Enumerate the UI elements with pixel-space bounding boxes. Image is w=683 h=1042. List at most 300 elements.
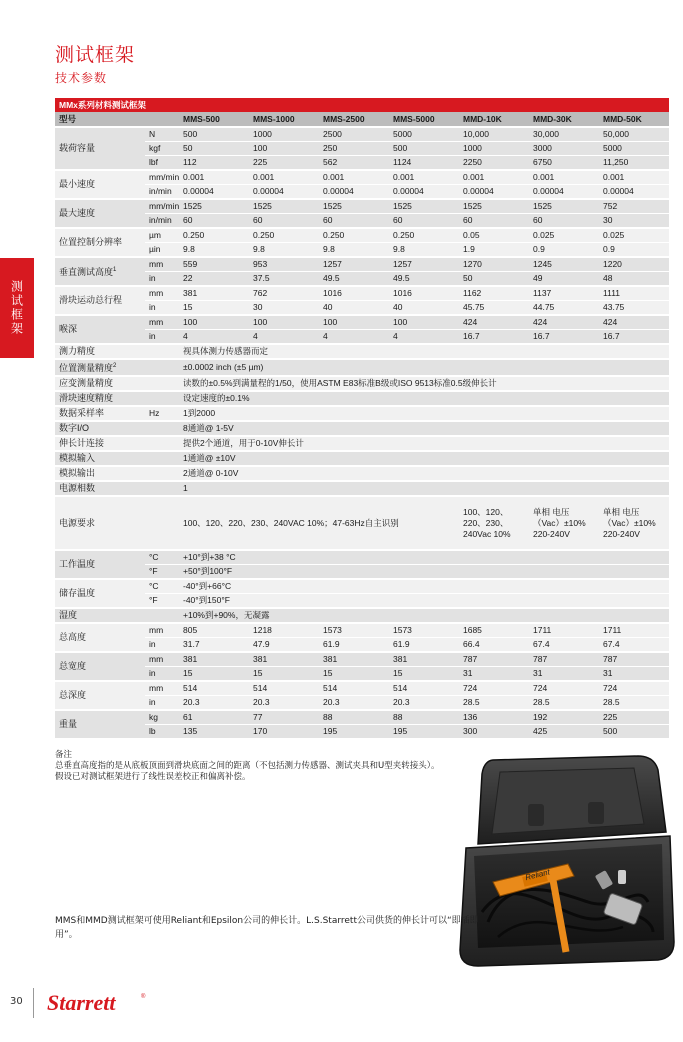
table-row (55, 214, 669, 229)
table-cell: 514 (249, 681, 319, 696)
row-span-value: 提供2个通道，用于0-10V伸长计 (179, 436, 669, 451)
table-cell: 31 (459, 667, 529, 682)
header-model: MMD-50K (599, 112, 669, 127)
table-cell: 0.250 (389, 228, 459, 243)
table-band-header (55, 98, 669, 112)
table-row (55, 436, 669, 451)
table-row-group (55, 579, 669, 608)
table-cell: 4 (249, 330, 319, 345)
row-param-label (55, 359, 145, 376)
caption: MMS和MMD测试框架可使用Reliant和Epsilon公司的伸长计。L.S.Starrett公司供货的伸长计可以“即插即用”。 (55, 916, 479, 940)
table-cell: 45.75 (459, 301, 529, 316)
row-unit: in (145, 301, 179, 316)
table-band-title: MMx系列材料测试框架 (55, 98, 669, 112)
header-model: MMS-2500 (319, 112, 389, 127)
table-cell: 43.75 (599, 301, 669, 316)
row-unit (145, 451, 179, 466)
table-cell: 381 (179, 652, 249, 667)
param-text: 最大速度 (59, 208, 96, 218)
table-cell: 100 (179, 315, 249, 330)
table-cell: 31 (529, 667, 599, 682)
table-row (55, 550, 669, 565)
row-unit: in (145, 696, 179, 711)
table-cell: 47.9 (249, 638, 319, 653)
table-cell: 1525 (459, 199, 529, 214)
table-row (55, 359, 669, 376)
table-cell: 49 (529, 272, 599, 287)
table-cell: 424 (529, 315, 599, 330)
table-cell: 0.001 (179, 170, 249, 185)
row-span-value: -40°到+66°C (179, 579, 669, 594)
param-text: 储存温度 (59, 588, 96, 598)
table-cell: 0.00004 (459, 185, 529, 200)
table-cell: 0.001 (459, 170, 529, 185)
table-cell: 0.025 (529, 228, 599, 243)
table-cell: 60 (179, 214, 249, 229)
table-cell: 0.9 (599, 243, 669, 258)
row-unit (145, 344, 179, 359)
table-cell: 195 (319, 725, 389, 739)
table-cell: 单相 电压（Vac）±10% 220-240V (529, 496, 599, 550)
table-cell: 1218 (249, 623, 319, 638)
param-text: 测力精度 (59, 346, 96, 356)
table-cell: 9.8 (319, 243, 389, 258)
table-row (55, 652, 669, 667)
table-row (55, 272, 669, 287)
row-unit: °C (145, 550, 179, 565)
table-row (55, 243, 669, 258)
table-cell: 2250 (459, 156, 529, 171)
table-cell: 60 (249, 214, 319, 229)
table-row (55, 301, 669, 316)
table-row (55, 421, 669, 436)
table-cell: 0.00004 (249, 185, 319, 200)
table-row-group (55, 481, 669, 496)
row-unit: mm (145, 286, 179, 301)
param-text: 载荷容量 (59, 143, 96, 153)
table-cell: 135 (179, 725, 249, 739)
row-param-label (55, 315, 145, 344)
row-unit: kgf (145, 142, 179, 156)
page-title: 测试框架 (55, 44, 136, 66)
table-row (55, 638, 669, 653)
row-unit: µm (145, 228, 179, 243)
table-row (55, 376, 669, 391)
table-row-group (55, 376, 669, 391)
row-unit: Hz (145, 406, 179, 421)
footnote-marker: 2 (113, 363, 117, 369)
table-row (55, 185, 669, 200)
table-row (55, 391, 669, 406)
table-cell: 100 (319, 315, 389, 330)
table-cell: 28.5 (599, 696, 669, 711)
table-cell: 1124 (389, 156, 459, 171)
table-cell: 424 (459, 315, 529, 330)
table-cell: 1270 (459, 257, 529, 272)
table-cell: 1525 (529, 199, 599, 214)
table-cell: 0.001 (319, 170, 389, 185)
table-row (55, 623, 669, 638)
table-cell: 50 (459, 272, 529, 287)
param-text: 伸长计连接 (59, 438, 105, 448)
row-unit: in (145, 638, 179, 653)
table-cell: 424 (599, 315, 669, 330)
table-row (55, 710, 669, 725)
side-section-tab (0, 258, 34, 358)
row-param-label (55, 623, 145, 652)
table-cell: 381 (179, 286, 249, 301)
table-cell: 0.00004 (529, 185, 599, 200)
table-cell: 1525 (249, 199, 319, 214)
table-cell: 67.4 (599, 638, 669, 653)
row-unit (145, 436, 179, 451)
table-cell: 1525 (179, 199, 249, 214)
table-cell: 15 (179, 667, 249, 682)
param-text: 模拟输入 (59, 453, 96, 463)
table-cell: 15 (179, 301, 249, 316)
row-unit: °F (145, 565, 179, 580)
table-cell: 61.9 (319, 638, 389, 653)
table-cell: 77 (249, 710, 319, 725)
table-cell: 60 (529, 214, 599, 229)
table-cell: 61 (179, 710, 249, 725)
row-unit: mm (145, 623, 179, 638)
table-row-group (55, 466, 669, 481)
table-cell: 66.4 (459, 638, 529, 653)
table-cell: 0.001 (599, 170, 669, 185)
page-subtitle: 技术参数 (55, 71, 108, 85)
table-cell: 88 (319, 710, 389, 725)
table-cell: 15 (389, 667, 459, 682)
table-cell: 0.00004 (389, 185, 459, 200)
table-row (55, 315, 669, 330)
table-cell: 514 (389, 681, 459, 696)
notes-line: 假设已对测试框架进行了线性误差校正和偏离补偿。 (55, 772, 251, 782)
header-model: MMD-10K (459, 112, 529, 127)
table-cell: 136 (459, 710, 529, 725)
row-unit (145, 608, 179, 623)
row-param-label (55, 451, 145, 466)
table-cell: 5000 (599, 142, 669, 156)
row-span-value: +10%到+90%，无凝露 (179, 608, 669, 623)
table-cell: 30,000 (529, 127, 599, 142)
notes-line: 总垂直高度指的是从底板顶面到滑块底面之间的距离（不包括测力传感器、测试夹具和U型夹转接头）。 (55, 761, 440, 771)
table-row (55, 127, 669, 142)
table-cell: 562 (319, 156, 389, 171)
table-row-group (55, 652, 669, 681)
row-param-label (55, 550, 145, 579)
table-cell: 0.250 (249, 228, 319, 243)
table-cell: 28.5 (529, 696, 599, 711)
table-cell: 1137 (529, 286, 599, 301)
table-cell: 50,000 (599, 127, 669, 142)
table-cell: 28.5 (459, 696, 529, 711)
table-cell: 500 (599, 725, 669, 739)
table-cell: 195 (389, 725, 459, 739)
table-row-group (55, 127, 669, 170)
table-cell: 1245 (529, 257, 599, 272)
table-cell: 20.3 (319, 696, 389, 711)
table-cell: 3000 (529, 142, 599, 156)
table-cell: 0.00004 (319, 185, 389, 200)
table-row-group (55, 710, 669, 738)
page-number: 30 (10, 996, 23, 1007)
table-cell: 4 (319, 330, 389, 345)
row-param-label (55, 579, 145, 608)
table-row-group (55, 550, 669, 579)
table-row (55, 481, 669, 496)
table-row (55, 330, 669, 345)
row-param-label (55, 376, 145, 391)
row-unit: in (145, 330, 179, 345)
table-cell: 1685 (459, 623, 529, 638)
table-cell: 381 (389, 652, 459, 667)
row-param-label: 湿度 (55, 608, 145, 623)
table-row (55, 696, 669, 711)
row-unit (145, 376, 179, 391)
table-row (55, 156, 669, 171)
row-param-label (55, 710, 145, 738)
table-row (55, 579, 669, 594)
table-cell: 1711 (599, 623, 669, 638)
table-cell: 0.001 (389, 170, 459, 185)
row-span-value: 2通道@ 0-10V (179, 466, 669, 481)
row-unit: mm (145, 681, 179, 696)
table-cell: 31.7 (179, 638, 249, 653)
row-span-value: ±0.0002 inch (±5 µm) (179, 359, 669, 376)
table-cell: 61.9 (389, 638, 459, 653)
param-text: 最小速度 (59, 179, 96, 189)
header-unit (145, 112, 179, 127)
row-param-label (55, 391, 145, 406)
table-row-group (55, 315, 669, 344)
param-text: 滑块运动总行程 (59, 295, 123, 305)
table-row-group (55, 344, 669, 359)
spec-table (55, 98, 669, 738)
table-row (55, 667, 669, 682)
row-param-label (55, 436, 145, 451)
table-cell: 22 (179, 272, 249, 287)
table-column-header (55, 112, 669, 127)
svg-text:®: ® (141, 994, 146, 1000)
table-cell: 0.250 (319, 228, 389, 243)
row-param-label (55, 406, 145, 421)
footer-divider (33, 988, 34, 1018)
table-cell: 0.001 (529, 170, 599, 185)
table-row (55, 594, 669, 609)
table-cell: 1162 (459, 286, 529, 301)
row-unit (145, 496, 179, 550)
row-span-value: 1到2000 (179, 406, 669, 421)
table-cell: 1220 (599, 257, 669, 272)
svg-text:Starrett: Starrett (47, 990, 116, 1015)
param-text: 总深度 (59, 690, 87, 700)
table-cell: 20.3 (389, 696, 459, 711)
table-cell: 752 (599, 199, 669, 214)
table-row (55, 496, 669, 550)
row-param-label (55, 286, 145, 315)
row-span-value: 视具体测力传感器而定 (179, 344, 669, 359)
table-row-group (55, 496, 669, 550)
table-row-group (55, 451, 669, 466)
row-unit (145, 391, 179, 406)
table-cell: 514 (319, 681, 389, 696)
row-param-label (55, 681, 145, 710)
row-param-label (55, 228, 145, 257)
table-cell: 1000 (459, 142, 529, 156)
table-cell: 192 (529, 710, 599, 725)
param-text: 数据采样率 (59, 408, 105, 418)
row-param-label (55, 170, 145, 199)
table-cell: 381 (319, 652, 389, 667)
table-cell: 170 (249, 725, 319, 739)
table-row (55, 286, 669, 301)
photo-label: Reliant (524, 867, 551, 883)
row-unit: mm (145, 652, 179, 667)
table-cell: 0.001 (249, 170, 319, 185)
table-cell: 67.4 (529, 638, 599, 653)
table-cell: 30 (249, 301, 319, 316)
table-row-group (55, 623, 669, 652)
table-cell: 514 (179, 681, 249, 696)
table-cell: 11,250 (599, 156, 669, 171)
table-cell: 0.00004 (179, 185, 249, 200)
table-cell: 9.8 (249, 243, 319, 258)
table-row-group (55, 170, 669, 199)
row-unit: µin (145, 243, 179, 258)
table-cell: 1016 (389, 286, 459, 301)
header-model: MMS-500 (179, 112, 249, 127)
table-row-group (55, 681, 669, 710)
table-cell: 1257 (389, 257, 459, 272)
table-cell: 953 (249, 257, 319, 272)
row-unit: mm/min (145, 170, 179, 185)
extensometer-case-photo (448, 752, 676, 968)
side-tab-label: 测试框架 (9, 280, 24, 336)
table-cell: 225 (599, 710, 669, 725)
table-cell: 1000 (249, 127, 319, 142)
table-cell: 0.00004 (599, 185, 669, 200)
table-cell: 5000 (389, 127, 459, 142)
table-cell: 381 (249, 652, 319, 667)
header-model: MMS-5000 (389, 112, 459, 127)
table-cell: 20.3 (249, 696, 319, 711)
table-row (55, 406, 669, 421)
row-unit: lb (145, 725, 179, 739)
table-cell: 31 (599, 667, 669, 682)
param-text: 位置控制分辨率 (59, 237, 123, 247)
param-text: 总宽度 (59, 661, 87, 671)
table-row (55, 228, 669, 243)
row-param-label (55, 199, 145, 228)
row-unit: mm (145, 315, 179, 330)
table-cell: 4 (179, 330, 249, 345)
table-row-group (55, 286, 669, 315)
table-cell: 1573 (319, 623, 389, 638)
param-text: 位置测量精度 (59, 363, 114, 373)
row-unit (145, 359, 179, 376)
table-row-group (55, 199, 669, 228)
param-text: 电源相数 (59, 483, 96, 493)
table-cell: 100、120、220、230、240Vac 10% (459, 496, 529, 550)
notes-heading: 备注 (55, 750, 73, 760)
row-param-label (55, 127, 145, 170)
row-span-value: 1通道@ ±10V (179, 451, 669, 466)
param-text: 滑块速度精度 (59, 393, 114, 403)
table-cell: 2500 (319, 127, 389, 142)
table-cell: 15 (249, 667, 319, 682)
table-row (55, 170, 669, 185)
param-text: 工作温度 (59, 559, 96, 569)
table-cell: 16.7 (459, 330, 529, 345)
table-row (55, 466, 669, 481)
table-row-group (55, 406, 669, 421)
table-row (55, 344, 669, 359)
table-cell: 1111 (599, 286, 669, 301)
param-text: 垂直测试高度 (59, 267, 114, 277)
table-cell: 49.5 (319, 272, 389, 287)
table-cell: 100 (389, 315, 459, 330)
table-row-group (55, 391, 669, 406)
row-unit: in (145, 272, 179, 287)
notes (55, 750, 439, 783)
table-cell: 425 (529, 725, 599, 739)
table-cell: 10,000 (459, 127, 529, 142)
table-row (55, 257, 669, 272)
param-text: 应变测量精度 (59, 378, 114, 388)
table-cell: 60 (459, 214, 529, 229)
row-param-label (55, 257, 145, 286)
table-row (55, 199, 669, 214)
table-cell: 100 (249, 315, 319, 330)
row-unit: in/min (145, 185, 179, 200)
row-param-label: 电源要求 (55, 496, 145, 550)
table-cell: 112 (179, 156, 249, 171)
row-span-value: -40°到150°F (179, 594, 669, 609)
row-span-value: +50°到100°F (179, 565, 669, 580)
table-cell: 0.9 (529, 243, 599, 258)
row-unit: °F (145, 594, 179, 609)
table-cell: 1.9 (459, 243, 529, 258)
table-cell: 88 (389, 710, 459, 725)
row-span-value: +10°到+38 °C (179, 550, 669, 565)
table-cell: 16.7 (599, 330, 669, 345)
table-cell: 225 (249, 156, 319, 171)
table-cell: 559 (179, 257, 249, 272)
table-row-group (55, 436, 669, 451)
table-cell: 805 (179, 623, 249, 638)
table-cell: 4 (389, 330, 459, 345)
row-unit: °C (145, 579, 179, 594)
table-cell: 300 (459, 725, 529, 739)
param-text: 总高度 (59, 632, 87, 642)
table-cell: 762 (249, 286, 319, 301)
row-unit: in (145, 667, 179, 682)
table-cell: 787 (529, 652, 599, 667)
table-cell: 1525 (319, 199, 389, 214)
table-cell: 1257 (319, 257, 389, 272)
param-text: 数字I/O (59, 423, 90, 433)
table-row (55, 608, 669, 623)
row-unit: mm (145, 257, 179, 272)
row-span-value: 设定速度的±0.1% (179, 391, 669, 406)
header-model: MMD-30K (529, 112, 599, 127)
table-cell: 1573 (389, 623, 459, 638)
table-cell: 1711 (529, 623, 599, 638)
row-span-value: 8通道@ 1-5V (179, 421, 669, 436)
table-cell: 500 (389, 142, 459, 156)
table-cell: 6750 (529, 156, 599, 171)
